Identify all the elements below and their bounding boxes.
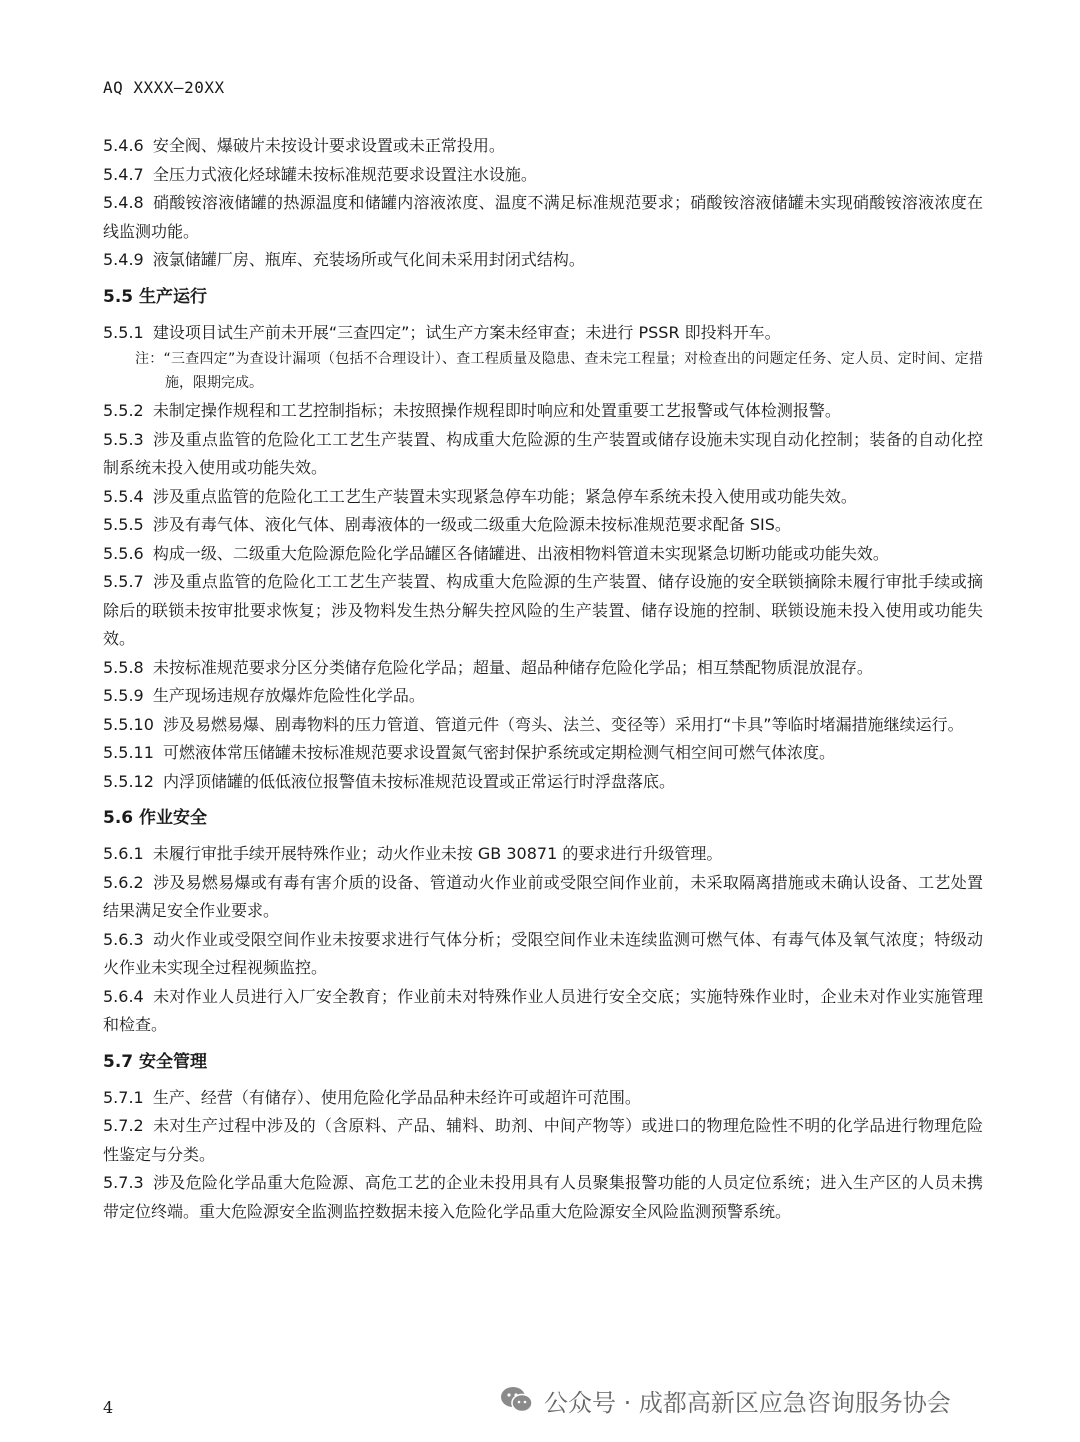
document-body <box>103 132 983 1226</box>
section-heading-5-6: 5.6 作业安全 <box>103 808 208 828</box>
clause-5-4-6: 5.4.6 安全阀、爆破片未按设计要求设置或未正常投用。 <box>103 136 505 155</box>
section-heading-5-7: 5.7 安全管理 <box>103 1051 208 1072</box>
clause-5-7-2: 5.7.2 未对生产过程中涉及的（含原料、产品、辅料、助剂、中间产物等）或进口的物理危险性不明的化学品进行物理危险性鉴定与分类。 <box>103 1116 983 1164</box>
clause-5-6-2: 5.6.2 涉及易燃易爆或有毒有害介质的设备、管道动火作业前或受限空间作业前，未采取隔离措施或未确认设备、工艺处置结果满足安全作业要求。 <box>103 872 983 920</box>
watermark <box>500 1380 951 1420</box>
page-number: 4 <box>103 1398 114 1417</box>
clause-5-7-3: 5.7.3 涉及危险化学品重大危险源、高危工艺的企业未投用具有人员聚集报警功能的人员定位系统；进入生产区的人员未携带定位终端。重大危险源安全监测监控数据未接入危险化学品重大危险源安全风险监测预警系统。 <box>103 1173 983 1221</box>
section-5-6-items <box>103 840 983 1040</box>
clause-5-5-8: 5.5.8 未按标准规范要求分区分类储存危险化学品；超量、超品种储存危险化学品；相互禁配物质混放混存。 <box>103 657 873 677</box>
section-heading-5-5: 5.5 生产运行 <box>103 286 208 307</box>
clause-5-6-3: 5.6.3 动火作业或受限空间作业未按要求进行气体分析；受限空间作业未连续监测可燃气体、有毒气体及氧气浓度；特级动火作业未实现全过程视频监控。 <box>103 929 983 977</box>
wechat-icon <box>500 1385 534 1415</box>
clause-5-5-10: 5.5.10 涉及易燃易爆、剧毒物料的压力管道、管道元件（弯头、法兰、变径等）采用打“卡具”等临时堵漏措施继续运行。 <box>103 714 964 734</box>
clause-5-5-3: 5.5.3 涉及重点监管的危险化工工艺生产装置、构成重大危险源的生产装置或储存设施未实现自动化控制；装备的自动化控制系统未投入使用或功能失效。 <box>103 429 983 477</box>
clause-5-5-1: 5.5.1 建设项目试生产前未开展“三查四定”；试生产方案未经审查；未进行 PSSR 即投料开车。 <box>103 322 781 342</box>
watermark-text: 公众号 · 成都高新区应急咨询服务协会 <box>544 1388 951 1417</box>
section-5-7-items <box>103 1084 983 1227</box>
section-5-4-items <box>103 132 983 275</box>
note-5-5-1: 注：“三查四定”为查设计漏项（包括不合理设计）、查工程质量及隐患、查未完工程量；对检查出的问题定任务、定人员、定时间、定措施，限期完成。 <box>135 351 983 391</box>
clause-5-5-6: 5.5.6 构成一级、二级重大危险源危险化学品罐区各储罐进、出液相物料管道未实现紧急切断功能或功能失效。 <box>103 543 889 563</box>
clause-5-5-4: 5.5.4 涉及重点监管的危险化工工艺生产装置未实现紧急停车功能；紧急停车系统未投入使用或功能失效。 <box>103 486 857 506</box>
clause-5-4-9: 5.4.9 液氯储罐厂房、瓶库、充装场所或气化间未采用封闭式结构。 <box>103 250 585 269</box>
clause-5-5-12: 5.5.12 内浮顶储罐的低低液位报警值未按标准规范设置或正常运行时浮盘落底。 <box>103 771 675 791</box>
clause-5-5-5: 5.5.5 涉及有毒气体、液化气体、剧毒液体的一级或二级重大危险源未按标准规范要求配备 SIS。 <box>103 515 791 534</box>
clause-5-6-4: 5.6.4 未对作业人员进行入厂安全教育；作业前未对特殊作业人员进行安全交底；实施特殊作业时，企业未对作业实施管理和检查。 <box>103 986 983 1034</box>
clause-5-7-1: 5.7.1 生产、经营（有储存）、使用危险化学品品种未经许可或超许可范围。 <box>103 1087 641 1107</box>
clause-5-5-2: 5.5.2 未制定操作规程和工艺控制指标；未按照操作规程即时响应和处置重要工艺报警或气体检测报警。 <box>103 401 841 420</box>
clause-5-5-9: 5.5.9 生产现场违规存放爆炸危险性化学品。 <box>103 686 425 705</box>
clause-5-5-7: 5.5.7 涉及重点监管的危险化工工艺生产装置、构成重大危险源的生产装置、储存设施的安全联锁摘除未履行审批手续或摘除后的联锁未按审批要求恢复；涉及物料发生热分解失控风险的生产装置、储存设施的控制、联锁设施未投入使用或功能失效。 <box>103 572 983 648</box>
section-5-5-items <box>103 397 983 796</box>
clause-5-4-8: 5.4.8 硝酸铵溶液储罐的热源温度和储罐内溶液浓度、温度不满足标准规范要求；硝酸铵溶液储罐未实现硝酸铵溶液浓度在线监测功能。 <box>103 193 983 241</box>
clause-5-5-11: 5.5.11 可燃液体常压储罐未按标准规范要求设置氮气密封保护系统或定期检测气相空间可燃气体浓度。 <box>103 743 835 762</box>
clause-5-4-7: 5.4.7 全压力式液化烃球罐未按标准规范要求设置注水设施。 <box>103 164 537 184</box>
clause-5-6-1: 5.6.1 未履行审批手续开展特殊作业；动火作业未按 GB 30871 的要求进行升级管理。 <box>103 844 723 863</box>
document-code: AQ XXXX—20XX <box>103 78 225 97</box>
